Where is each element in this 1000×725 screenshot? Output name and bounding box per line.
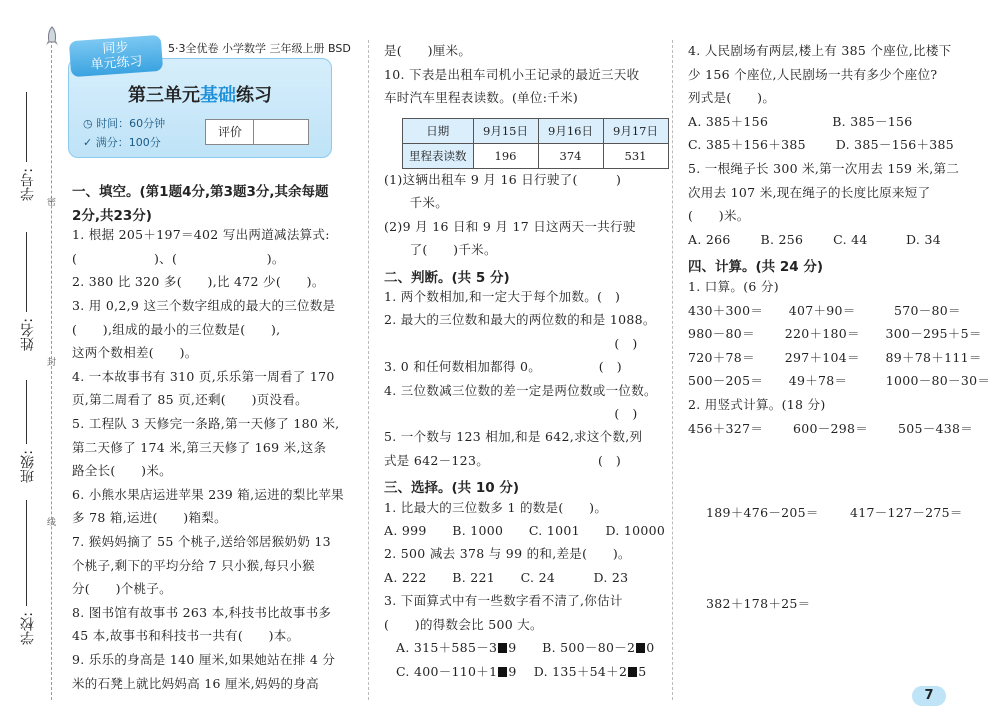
question-line: 5. 一根绳子长 300 米,第一次用去 159 米,第二 (688, 161, 960, 176)
question-line: 45 本,故事书和科技书一共有( )本。 (72, 628, 300, 644)
question-line: 列式是( )。 (688, 90, 776, 106)
section-heading: 二、判断。(共 5 分) (384, 269, 510, 286)
blot-icon (498, 643, 507, 653)
question-line: 7. 猴妈妈摘了 55 个桃子,送给邻居猴奶奶 13 (72, 534, 331, 549)
question-line: 1. 比最大的三位数多 1 的数是( )。 (384, 499, 608, 515)
question-line: A. 266 B. 256 C. 44 D. 34 (688, 231, 941, 247)
question-line: (1)这辆出租车 9 月 16 日行驶了( ) (384, 172, 622, 187)
series-label: 5·3全优卷 小学数学 三年级上册 BSD (168, 42, 351, 55)
question-line: 路全长( )米。 (72, 463, 172, 479)
question-line: 1. 两个数相加,和一定大于每个加数。( ) (384, 289, 621, 304)
student-id-label: 学号: (20, 168, 36, 201)
seal-char-xian: 线 (47, 518, 57, 528)
section-heading: 一、填空。(第1题4分,第3题3分,其余每题 (72, 184, 329, 200)
question-line: 10. 下表是出租车司机小王记录的最近三天收 (384, 66, 640, 82)
class-line (26, 380, 27, 444)
question-line: 是( )厘米。 (384, 43, 472, 58)
question-line: ( ),组成的最小的三位数是( ), (72, 321, 281, 337)
calc-problem: 417－127－275＝ (850, 505, 963, 520)
question-line: 车时汽车里程表读数。(单位:千米) (384, 90, 579, 105)
question-line: ( )米。 (688, 208, 750, 224)
question-line: 720＋78＝ 297＋104＝ 89＋78＋111＝ (688, 349, 982, 365)
question-line: 米的石凳上就比妈妈高 16 厘米,妈妈的身高 (72, 675, 319, 691)
odometer-table (402, 118, 669, 169)
class-label: 班级: (20, 450, 36, 483)
table-cell: 9月15日 (473, 119, 538, 144)
question-line: 个桃子,剩下的平均分给 7 只小猴,每只小猴 (72, 557, 315, 573)
question-line: 分( )个桃子。 (72, 581, 172, 597)
check-icon: ✓ (83, 136, 96, 149)
question-line: 3. 0 和任何数相加都得 0。 ( ) (384, 359, 622, 375)
question-line: ( ) (384, 406, 638, 421)
section-heading: 三、选择。(共 10 分) (384, 480, 520, 497)
question-line: 千米。 (384, 195, 449, 211)
table-cell: 9月17日 (603, 119, 668, 144)
sync-badge: 同步 单元练习 (69, 35, 163, 77)
question-line: 500－205＝ 49＋78＝ 1000－80－30＝ (688, 373, 991, 389)
eval-label: 评价 (205, 119, 255, 145)
name-line (26, 232, 27, 312)
question-line: 4. 一本故事书有 310 页,乐乐第一周看了 170 (72, 368, 335, 384)
question-line: 9. 乐乐的身高是 140 厘米,如果她站在排 4 分 (72, 652, 336, 667)
table-cell: 196 (473, 144, 538, 169)
section-heading: 四、计算。(共 24 分) (688, 259, 824, 276)
student-id-line (26, 92, 27, 162)
column-divider (368, 40, 369, 700)
question-line: 4. 人民剧场有两层,楼上有 385 个座位,比楼下 (688, 43, 952, 58)
question-line: A. 999 B. 1000 C. 1001 D. 10000 (384, 523, 666, 538)
question-line: 2. 380 比 320 多( ),比 472 少( )。 (72, 274, 325, 290)
section-heading: 2分,共23分) (72, 207, 152, 224)
blot-icon (636, 643, 645, 653)
school-line (26, 500, 27, 606)
question-line: 第二天修了 174 米,第三天修了 169 米,这条 (72, 439, 327, 455)
choice-options-row-2: C. 400－110＋1 9 D. 135＋54＋2 5 (396, 664, 647, 679)
column-divider (672, 40, 673, 700)
question-line: ( )的得数会比 500 大。 (384, 616, 543, 632)
question-line: 430＋300＝ 407＋90＝ 570－80＝ (688, 302, 961, 318)
question-line: 980－80＝ 220＋180＝ 300－295＋5＝ (688, 326, 982, 342)
time-limit: ◷ 时间：60分钟 (83, 117, 166, 130)
table-cell: 里程表读数 (403, 144, 474, 169)
name-label: 姓名: (20, 318, 36, 351)
calc-problem: 189＋476－205＝ (706, 505, 819, 520)
question-line: 2. 最大的三位数和最大的两位数的和是 1088。 (384, 312, 656, 328)
question-line: 8. 图书馆有故事书 263 本,科技书比故事书多 (72, 604, 332, 620)
question-line: 4. 三位数减三位数的差一定是两位数或一位数。 (384, 382, 657, 398)
question-line: 多 78 箱,运进( )箱梨。 (72, 510, 227, 526)
eval-box[interactable] (253, 119, 309, 145)
question-line: 456＋327＝ 600－298＝ 505－438＝ (688, 420, 974, 436)
choice-options-row-1: A. 315＋585－3 9 B. 500－80－2 0 (396, 640, 655, 655)
question-line: A. 222 B. 221 C. 24 D. 23 (384, 569, 629, 585)
unit-title: 第三单元基础练习 (128, 85, 272, 106)
clock-icon: ◷ (83, 117, 97, 130)
seal-char-mi: 密 (47, 198, 57, 208)
blot-icon (498, 667, 507, 677)
calc-problem: 382＋178＋25＝ (706, 596, 811, 611)
table-cell: 531 (603, 144, 668, 169)
blot-icon (628, 667, 637, 677)
question-line: 式是 642－123。 ( ) (384, 452, 622, 468)
question-line: C. 385＋156＋385 D. 385－156＋385 (688, 137, 955, 153)
question-line: 这两个数相差( )。 (72, 345, 198, 361)
table-row (403, 144, 669, 169)
table-header-row (403, 119, 669, 144)
school-label: 学校: (20, 612, 36, 645)
question-line: 页,第二周看了 85 页,还剩( )页没看。 (72, 392, 308, 408)
question-line: (2)9 月 16 日和 9 月 17 日这两天一共行驶 (384, 218, 636, 234)
full-score: ✓ 满分：100分 (83, 136, 161, 149)
question-line: 3. 下面算式中有一些数字看不清了,你估计 (384, 593, 623, 609)
question-line: 少 156 个座位,人民剧场一共有多少个座位? (688, 66, 938, 82)
rocket-icon (44, 26, 60, 48)
question-line: 5. 一个数与 123 相加,和是 642,求这个数,列 (384, 429, 643, 445)
question-line: 1. 根据 205＋197＝402 写出两道减法算式: (72, 227, 330, 243)
binding-dash-line (51, 40, 52, 700)
question-line: 1. 口算。(6 分) (688, 279, 779, 294)
question-line: 3. 用 0,2,9 这三个数字组成的最大的三位数是 (72, 298, 336, 313)
question-line: 2. 500 减去 378 与 99 的和,差是( )。 (384, 546, 631, 562)
question-line: 5. 工程队 3 天修完一条路,第一天修了 180 米, (72, 416, 340, 431)
seal-char-feng: 封 (47, 358, 57, 368)
table-cell: 9月16日 (538, 119, 603, 144)
question-line: A. 385＋156 B. 385－156 (688, 113, 913, 129)
question-line: ( )、( )。 (72, 250, 285, 266)
page-number: 7 (912, 686, 946, 706)
table-cell: 日期 (403, 119, 474, 144)
table-cell: 374 (538, 144, 603, 169)
question-line: 次用去 107 米,现在绳子的长度比原来短了 (688, 184, 931, 200)
question-line: 6. 小熊水果店运进苹果 239 箱,运进的梨比苹果 (72, 486, 344, 502)
question-line: 2. 用竖式计算。(18 分) (688, 397, 826, 412)
question-line: ( ) (384, 335, 638, 351)
question-line: 了( )千米。 (384, 242, 497, 258)
